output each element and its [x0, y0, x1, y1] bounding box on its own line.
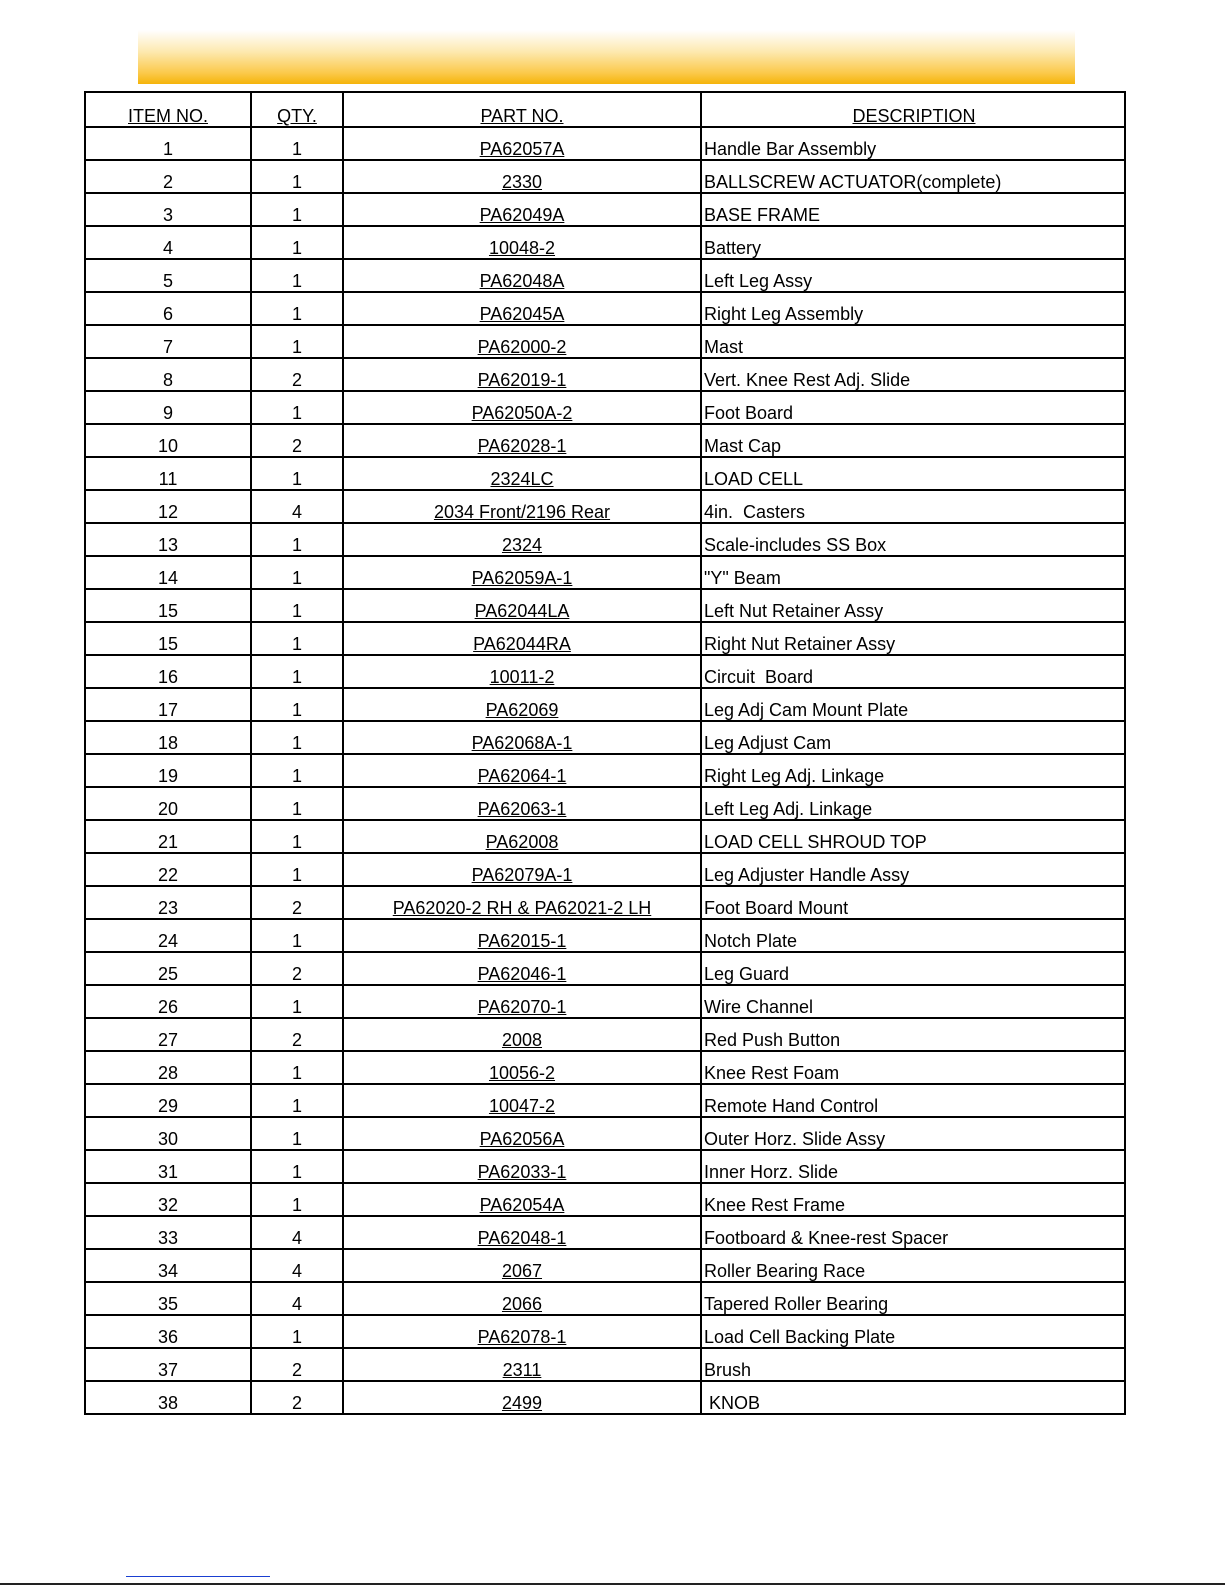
table-row: [85, 556, 1125, 589]
item-no-cell: 32: [85, 1183, 251, 1216]
qty-cell: 1: [251, 457, 343, 490]
description-cell: Right Nut Retainer Assy: [701, 622, 1125, 655]
table-row: [85, 919, 1125, 952]
table-row: [85, 622, 1125, 655]
part-no-text[interactable]: PA62048-1: [477, 1228, 567, 1248]
qty-cell: 1: [251, 919, 343, 952]
qty-cell: 4: [251, 1249, 343, 1282]
qty-cell: 1: [251, 1183, 343, 1216]
table-row: [85, 1249, 1125, 1282]
part-no-text[interactable]: PA62045A: [479, 304, 565, 324]
part-no-text[interactable]: PA62049A: [479, 205, 565, 225]
table-row: [85, 358, 1125, 391]
part-no-link[interactable]: [343, 193, 701, 226]
description-cell: LOAD CELL: [701, 457, 1125, 490]
description-cell: Red Push Button: [701, 1018, 1125, 1051]
part-no-text[interactable]: 2324: [501, 535, 543, 555]
part-no-link[interactable]: [343, 1117, 701, 1150]
qty-cell: 1: [251, 622, 343, 655]
table-row: [85, 259, 1125, 292]
part-no-link[interactable]: [343, 820, 701, 853]
qty-cell: 1: [251, 754, 343, 787]
part-no-link[interactable]: [343, 358, 701, 391]
part-no-link[interactable]: [343, 457, 701, 490]
part-no-link[interactable]: [343, 160, 701, 193]
table-header-row: [85, 92, 1125, 127]
part-no-text[interactable]: PA62044LA: [474, 601, 570, 621]
qty-cell: 4: [251, 1216, 343, 1249]
item-no-cell: 9: [85, 391, 251, 424]
part-no-link[interactable]: [343, 1018, 701, 1051]
part-no-link[interactable]: [343, 325, 701, 358]
item-no-cell: 2: [85, 160, 251, 193]
qty-cell: 1: [251, 1117, 343, 1150]
qty-cell: 4: [251, 490, 343, 523]
description-cell: Outer Horz. Slide Assy: [701, 1117, 1125, 1150]
item-no-cell: 28: [85, 1051, 251, 1084]
table-row: [85, 721, 1125, 754]
table-row: [85, 1216, 1125, 1249]
part-no-text[interactable]: PA62028-1: [477, 436, 567, 456]
description-cell: Leg Adjuster Handle Assy: [701, 853, 1125, 886]
description-cell: Foot Board Mount: [701, 886, 1125, 919]
item-no-cell: 22: [85, 853, 251, 886]
item-no-cell: 15: [85, 622, 251, 655]
part-no-link[interactable]: [343, 1249, 701, 1282]
part-no-text[interactable]: 2324LC: [490, 469, 554, 489]
part-no-link[interactable]: [343, 1315, 701, 1348]
qty-cell: 1: [251, 853, 343, 886]
part-no-link[interactable]: [343, 721, 701, 754]
item-no-cell: 27: [85, 1018, 251, 1051]
qty-cell: 1: [251, 160, 343, 193]
part-no-text[interactable]: 2330: [501, 172, 543, 192]
table-row: [85, 1282, 1125, 1315]
item-no-cell: 4: [85, 226, 251, 259]
qty-cell: 1: [251, 688, 343, 721]
qty-cell: 1: [251, 292, 343, 325]
description-cell: Leg Adjust Cam: [701, 721, 1125, 754]
item-no-cell: 7: [85, 325, 251, 358]
part-no-text[interactable]: 2499: [501, 1393, 543, 1413]
description-cell: Foot Board: [701, 391, 1125, 424]
part-no-text[interactable]: PA62064-1: [477, 766, 567, 786]
part-no-text[interactable]: PA62078-1: [477, 1327, 567, 1347]
part-no-text[interactable]: PA62054A: [479, 1195, 565, 1215]
part-no-link[interactable]: [343, 1084, 701, 1117]
qty-cell: 1: [251, 820, 343, 853]
part-no-text[interactable]: PA62020-2 RH & PA62021-2 LH: [392, 898, 652, 918]
part-no-text[interactable]: PA62070-1: [477, 997, 567, 1017]
part-no-text[interactable]: PA62059A-1: [471, 568, 573, 588]
qty-cell: 2: [251, 886, 343, 919]
table-row: [85, 193, 1125, 226]
description-cell: Circuit Board: [701, 655, 1125, 688]
table-row: [85, 985, 1125, 1018]
qty-cell: 1: [251, 1315, 343, 1348]
part-no-link[interactable]: [343, 292, 701, 325]
description-cell: Tapered Roller Bearing: [701, 1282, 1125, 1315]
part-no-link[interactable]: [343, 754, 701, 787]
qty-cell: 2: [251, 1348, 343, 1381]
part-no-text[interactable]: PA62057A: [479, 139, 565, 159]
description-cell: Left Nut Retainer Assy: [701, 589, 1125, 622]
part-no-link[interactable]: [343, 655, 701, 688]
part-no-link[interactable]: [343, 1051, 701, 1084]
description-cell: Leg Guard: [701, 952, 1125, 985]
item-no-cell: 5: [85, 259, 251, 292]
item-no-cell: 13: [85, 523, 251, 556]
item-no-cell: 36: [85, 1315, 251, 1348]
qty-cell: 1: [251, 1150, 343, 1183]
item-no-cell: 8: [85, 358, 251, 391]
item-no-cell: 1: [85, 127, 251, 160]
qty-cell: 1: [251, 523, 343, 556]
table-row: [85, 127, 1125, 160]
item-no-cell: 12: [85, 490, 251, 523]
description-cell: Roller Bearing Race: [701, 1249, 1125, 1282]
qty-cell: 1: [251, 259, 343, 292]
description-cell: Leg Adj Cam Mount Plate: [701, 688, 1125, 721]
part-no-link[interactable]: [343, 226, 701, 259]
part-no-link[interactable]: [343, 523, 701, 556]
item-no-cell: 24: [85, 919, 251, 952]
item-no-cell: 17: [85, 688, 251, 721]
description-cell: Handle Bar Assembly: [701, 127, 1125, 160]
table-row: [85, 1381, 1125, 1414]
table-row: [85, 1150, 1125, 1183]
item-no-cell: 16: [85, 655, 251, 688]
part-no-text[interactable]: PA62068A-1: [471, 733, 573, 753]
table-row: [85, 1084, 1125, 1117]
table-row: [85, 1315, 1125, 1348]
description-cell: Mast: [701, 325, 1125, 358]
part-no-link[interactable]: [343, 490, 701, 523]
table-row: [85, 1348, 1125, 1381]
item-no-cell: 15: [85, 589, 251, 622]
part-no-link[interactable]: [343, 886, 701, 919]
part-no-link[interactable]: [343, 1282, 701, 1315]
part-no-link[interactable]: [343, 1150, 701, 1183]
qty-cell: 1: [251, 391, 343, 424]
description-cell: BALLSCREW ACTUATOR(complete): [701, 160, 1125, 193]
table-row: [85, 886, 1125, 919]
part-no-text[interactable]: 10011-2: [489, 667, 555, 687]
item-no-cell: 33: [85, 1216, 251, 1249]
description-cell: "Y" Beam: [701, 556, 1125, 589]
footer-link-line: [126, 1576, 270, 1577]
table-row: [85, 424, 1125, 457]
qty-cell: 1: [251, 721, 343, 754]
qty-cell: 1: [251, 193, 343, 226]
table-row: [85, 655, 1125, 688]
part-no-link[interactable]: [343, 787, 701, 820]
part-no-text[interactable]: PA62048A: [479, 271, 565, 291]
qty-cell: 1: [251, 985, 343, 1018]
description-cell: Right Leg Assembly: [701, 292, 1125, 325]
part-no-text[interactable]: PA62044RA: [473, 634, 571, 654]
qty-cell: 1: [251, 325, 343, 358]
parts-table: [84, 91, 1126, 1415]
part-no-text[interactable]: PA62056A: [479, 1129, 565, 1149]
table-row: [85, 490, 1125, 523]
part-no-link[interactable]: [343, 1216, 701, 1249]
qty-cell: 1: [251, 226, 343, 259]
item-no-cell: 38: [85, 1381, 251, 1414]
table-row: [85, 688, 1125, 721]
part-no-text[interactable]: PA62019-1: [477, 370, 567, 390]
item-no-cell: 3: [85, 193, 251, 226]
table-row: [85, 853, 1125, 886]
item-no-cell: 26: [85, 985, 251, 1018]
part-no-link[interactable]: [343, 1183, 701, 1216]
table-row: [85, 787, 1125, 820]
part-no-link[interactable]: [343, 1381, 701, 1414]
item-no-cell: 37: [85, 1348, 251, 1381]
item-no-cell: 21: [85, 820, 251, 853]
description-cell: LOAD CELL SHROUD TOP: [701, 820, 1125, 853]
part-no-link[interactable]: [343, 391, 701, 424]
part-no-text[interactable]: 2311: [502, 1360, 542, 1380]
table-row: [85, 523, 1125, 556]
table-row: [85, 226, 1125, 259]
qty-cell: 2: [251, 952, 343, 985]
part-no-link[interactable]: [343, 127, 701, 160]
part-no-text[interactable]: 2034 Front/2196 Rear: [433, 502, 611, 522]
part-no-text[interactable]: 2008: [501, 1030, 543, 1050]
table-row: [85, 1117, 1125, 1150]
item-no-cell: 18: [85, 721, 251, 754]
table-row: [85, 325, 1125, 358]
part-no-text[interactable]: PA62069: [485, 700, 559, 720]
description-cell: Left Leg Assy: [701, 259, 1125, 292]
part-no-link[interactable]: [343, 622, 701, 655]
description-cell: Scale-includes SS Box: [701, 523, 1125, 556]
part-no-text[interactable]: PA62000-2: [477, 337, 567, 357]
part-no-link[interactable]: [343, 424, 701, 457]
item-no-cell: 34: [85, 1249, 251, 1282]
description-cell: Knee Rest Frame: [701, 1183, 1125, 1216]
part-no-text[interactable]: 10047-2: [488, 1096, 556, 1116]
part-no-text[interactable]: PA62079A-1: [471, 865, 573, 885]
part-no-text[interactable]: PA62063-1: [477, 799, 567, 819]
table-row: [85, 952, 1125, 985]
description-cell: Footboard & Knee-rest Spacer: [701, 1216, 1125, 1249]
header-item-no: ITEM NO.: [85, 92, 251, 127]
qty-cell: 4: [251, 1282, 343, 1315]
description-cell: 4in. Casters: [701, 490, 1125, 523]
description-cell: Knee Rest Foam: [701, 1051, 1125, 1084]
description-cell: Brush: [701, 1348, 1125, 1381]
part-no-text[interactable]: 10056-2: [488, 1063, 556, 1083]
description-cell: Right Leg Adj. Linkage: [701, 754, 1125, 787]
part-no-link[interactable]: [343, 919, 701, 952]
part-no-text[interactable]: 2067: [501, 1261, 543, 1281]
item-no-cell: 35: [85, 1282, 251, 1315]
item-no-cell: 23: [85, 886, 251, 919]
item-no-cell: 25: [85, 952, 251, 985]
item-no-cell: 30: [85, 1117, 251, 1150]
item-no-cell: 10: [85, 424, 251, 457]
part-no-text[interactable]: PA62015-1: [477, 931, 567, 951]
qty-cell: 1: [251, 589, 343, 622]
description-cell: Inner Horz. Slide: [701, 1150, 1125, 1183]
qty-cell: 1: [251, 1051, 343, 1084]
table-row: [85, 820, 1125, 853]
table-row: [85, 457, 1125, 490]
part-no-link[interactable]: [343, 952, 701, 985]
qty-cell: 2: [251, 424, 343, 457]
description-cell: Battery: [701, 226, 1125, 259]
qty-cell: 1: [251, 655, 343, 688]
header-banner: [138, 30, 1075, 84]
part-no-text[interactable]: PA62008: [485, 832, 559, 852]
part-no-link[interactable]: [343, 688, 701, 721]
header-qty: QTY.: [251, 92, 343, 127]
table-row: [85, 589, 1125, 622]
qty-cell: 1: [251, 127, 343, 160]
description-cell: Notch Plate: [701, 919, 1125, 952]
part-no-link[interactable]: [343, 1348, 701, 1381]
header-description: DESCRIPTION: [701, 92, 1125, 127]
item-no-cell: 11: [85, 457, 251, 490]
description-cell: Load Cell Backing Plate: [701, 1315, 1125, 1348]
part-no-text[interactable]: 2066: [501, 1294, 543, 1314]
qty-cell: 2: [251, 1381, 343, 1414]
item-no-cell: 31: [85, 1150, 251, 1183]
item-no-cell: 6: [85, 292, 251, 325]
qty-cell: 1: [251, 556, 343, 589]
part-no-link[interactable]: [343, 259, 701, 292]
qty-cell: 2: [251, 1018, 343, 1051]
part-no-text[interactable]: PA62050A-2: [471, 403, 573, 423]
part-no-link[interactable]: [343, 589, 701, 622]
part-no-text[interactable]: 10048-2: [488, 238, 556, 258]
table-row: [85, 391, 1125, 424]
table-row: [85, 292, 1125, 325]
description-cell: Wire Channel: [701, 985, 1125, 1018]
header-part-no: PART NO.: [343, 92, 701, 127]
description-cell: BASE FRAME: [701, 193, 1125, 226]
item-no-cell: 14: [85, 556, 251, 589]
qty-cell: 1: [251, 1084, 343, 1117]
table-row: [85, 1018, 1125, 1051]
part-no-text[interactable]: PA62046-1: [477, 964, 567, 984]
table-row: [85, 1183, 1125, 1216]
part-no-link[interactable]: [343, 853, 701, 886]
table-row: [85, 160, 1125, 193]
table-row: [85, 1051, 1125, 1084]
description-cell: Left Leg Adj. Linkage: [701, 787, 1125, 820]
item-no-cell: 20: [85, 787, 251, 820]
part-no-link[interactable]: [343, 985, 701, 1018]
qty-cell: 1: [251, 787, 343, 820]
description-cell: Vert. Knee Rest Adj. Slide: [701, 358, 1125, 391]
description-cell: Mast Cap: [701, 424, 1125, 457]
item-no-cell: 19: [85, 754, 251, 787]
part-no-text[interactable]: PA62033-1: [477, 1162, 567, 1182]
description-cell: KNOB: [701, 1381, 1125, 1414]
description-cell: Remote Hand Control: [701, 1084, 1125, 1117]
table-row: [85, 754, 1125, 787]
qty-cell: 2: [251, 358, 343, 391]
part-no-link[interactable]: [343, 556, 701, 589]
item-no-cell: 29: [85, 1084, 251, 1117]
